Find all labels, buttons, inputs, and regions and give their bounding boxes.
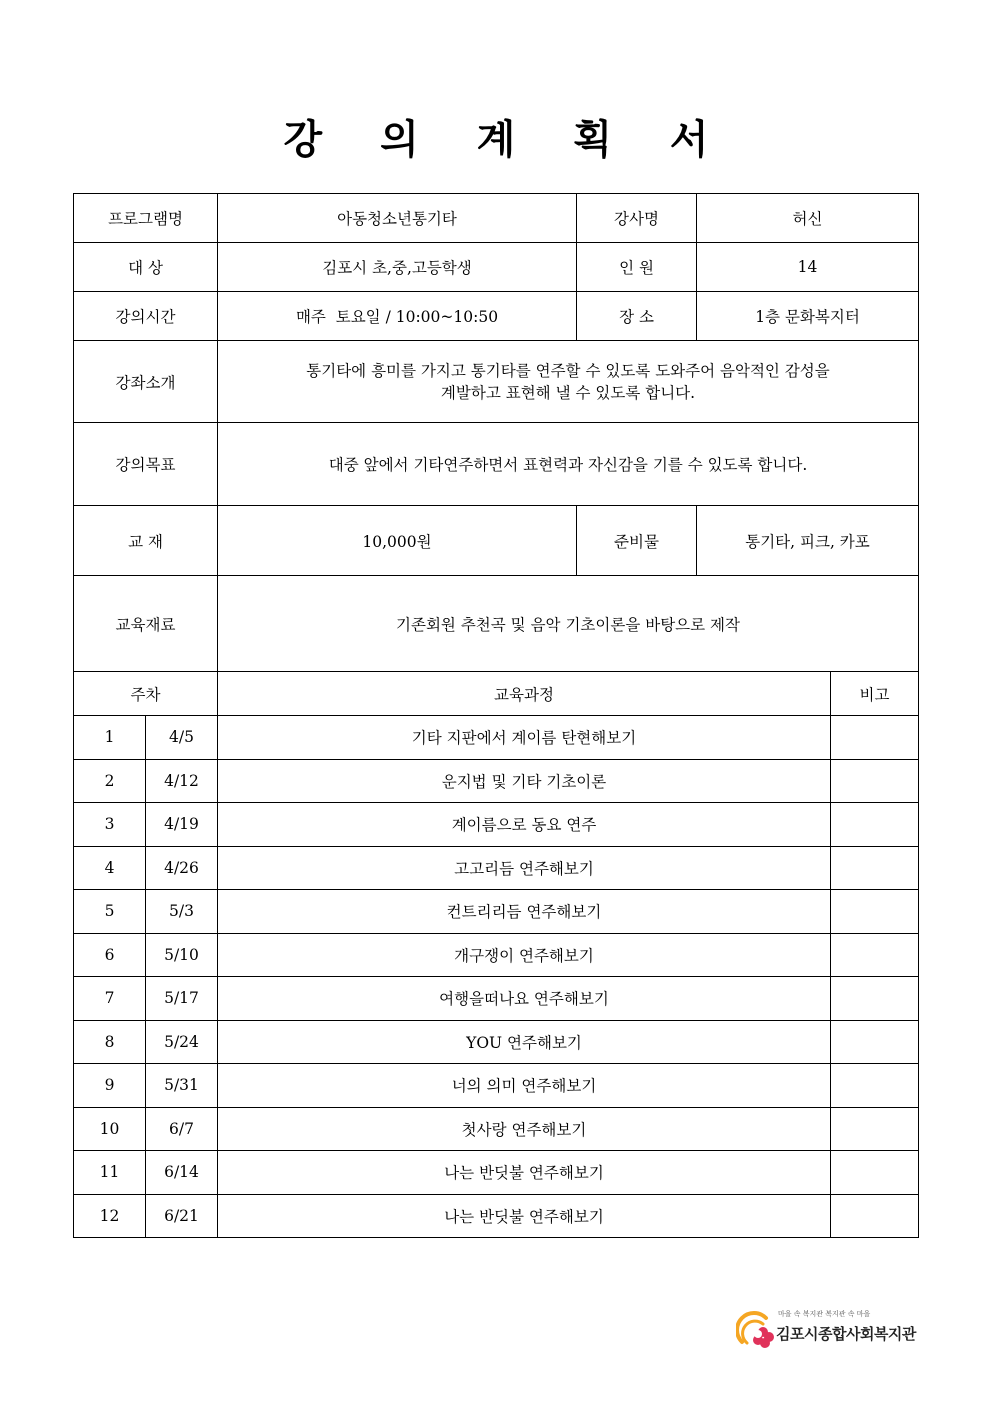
goal-value: 대중 앞에서 기타연주하면서 표현력과 자신감을 기를 수 있도록 합니다. xyxy=(218,423,919,506)
note-cell xyxy=(831,1151,919,1195)
logo-emblem-icon xyxy=(736,1310,778,1352)
course-cell: 여행을떠나요 연주해보기 xyxy=(218,977,831,1021)
note-cell xyxy=(831,1194,919,1238)
note-cell xyxy=(831,716,919,760)
date-cell: 6/14 xyxy=(146,1151,218,1195)
week-number-cell: 7 xyxy=(74,977,146,1021)
note-cell xyxy=(831,1064,919,1108)
material-value: 기존회원 추천곡 및 음악 기초이론을 바탕으로 제작 xyxy=(218,576,919,672)
week-number-cell: 11 xyxy=(74,1151,146,1195)
course-cell: 고고리듬 연주해보기 xyxy=(218,846,831,890)
note-cell xyxy=(831,890,919,934)
document-title: 강 의 계 획 서 xyxy=(283,117,731,163)
schedule-row xyxy=(74,803,919,847)
course-cell: 개구쟁이 연주해보기 xyxy=(218,933,831,977)
intro-line-2: 계발하고 표현해 낼 수 있도록 합니다. xyxy=(440,383,696,402)
note-cell xyxy=(831,933,919,977)
place-label: 장 소 xyxy=(577,292,697,341)
schedule-row xyxy=(74,977,919,1021)
week-number-cell: 5 xyxy=(74,890,146,934)
time-value: 매주 토요일 / 10:00~10:50 xyxy=(218,292,577,341)
program-row xyxy=(74,194,919,243)
course-cell: 계이름으로 동요 연주 xyxy=(218,803,831,847)
goal-row xyxy=(74,423,919,506)
date-cell: 5/10 xyxy=(146,933,218,977)
course-cell: 기타 지판에서 계이름 탄현해보기 xyxy=(218,716,831,760)
schedule-row xyxy=(74,759,919,803)
course-cell: 나는 반딧불 연주해보기 xyxy=(218,1151,831,1195)
material-label: 교육재료 xyxy=(74,576,218,672)
material-row xyxy=(74,576,919,672)
week-number-cell: 2 xyxy=(74,759,146,803)
schedule-header-row xyxy=(74,672,919,716)
logo-name: 김포시종합사회복지관 xyxy=(776,1325,916,1343)
week-number-cell: 8 xyxy=(74,1020,146,1064)
week-header: 주차 xyxy=(74,672,218,716)
schedule-row xyxy=(74,1064,919,1108)
date-cell: 6/21 xyxy=(146,1194,218,1238)
note-header: 비고 xyxy=(831,672,919,716)
course-cell: 운지법 및 기타 기초이론 xyxy=(218,759,831,803)
week-number-cell: 4 xyxy=(74,846,146,890)
week-number-cell: 10 xyxy=(74,1107,146,1151)
week-number-cell: 3 xyxy=(74,803,146,847)
welfare-center-logo xyxy=(736,1308,926,1354)
time-row xyxy=(74,292,919,341)
note-cell xyxy=(831,1107,919,1151)
note-cell xyxy=(831,977,919,1021)
date-cell: 4/26 xyxy=(146,846,218,890)
week-number-cell: 9 xyxy=(74,1064,146,1108)
date-cell: 5/24 xyxy=(146,1020,218,1064)
schedule-row xyxy=(74,1194,919,1238)
schedule-body xyxy=(74,716,919,1238)
schedule-row xyxy=(74,716,919,760)
course-header: 교육과정 xyxy=(218,672,831,716)
place-value: 1층 문화복지터 xyxy=(697,292,919,341)
headcount-value: 14 xyxy=(697,243,919,292)
instructor-value: 허신 xyxy=(697,194,919,243)
date-cell: 6/7 xyxy=(146,1107,218,1151)
goal-label: 강의목표 xyxy=(74,423,218,506)
schedule-row xyxy=(74,890,919,934)
instructor-label: 강사명 xyxy=(577,194,697,243)
schedule-row xyxy=(74,1107,919,1151)
target-value: 김포시 초,중,고등학생 xyxy=(218,243,577,292)
week-number-cell: 6 xyxy=(74,933,146,977)
note-cell xyxy=(831,1020,919,1064)
intro-line-1: 통기타에 흥미를 가지고 통기타를 연주할 수 있도록 도와주어 음악적인 감성을 xyxy=(306,361,830,380)
date-cell: 4/19 xyxy=(146,803,218,847)
course-cell: 너의 의미 연주해보기 xyxy=(218,1064,831,1108)
schedule-row xyxy=(74,933,919,977)
program-label: 프로그램명 xyxy=(74,194,218,243)
logo-tagline: 마을 속 복지관 복지관 속 마을 xyxy=(778,1310,871,1318)
note-cell xyxy=(831,759,919,803)
schedule-row xyxy=(74,846,919,890)
note-cell xyxy=(831,803,919,847)
target-label: 대 상 xyxy=(74,243,218,292)
lecture-plan-table xyxy=(73,193,919,1238)
course-cell: YOU 연주해보기 xyxy=(218,1020,831,1064)
supplies-label: 준비물 xyxy=(577,506,697,576)
time-label: 강의시간 xyxy=(74,292,218,341)
date-cell: 5/3 xyxy=(146,890,218,934)
course-cell: 나는 반딧불 연주해보기 xyxy=(218,1194,831,1238)
week-number-cell: 1 xyxy=(74,716,146,760)
headcount-label: 인 원 xyxy=(577,243,697,292)
textbook-row xyxy=(74,506,919,576)
intro-label: 강좌소개 xyxy=(74,341,218,423)
textbook-value: 10,000원 xyxy=(218,506,577,576)
course-cell: 첫사랑 연주해보기 xyxy=(218,1107,831,1151)
schedule-row xyxy=(74,1020,919,1064)
intro-row xyxy=(74,341,919,423)
target-row xyxy=(74,243,919,292)
date-cell: 4/12 xyxy=(146,759,218,803)
intro-value xyxy=(218,341,919,423)
supplies-value: 통기타, 피크, 카포 xyxy=(697,506,919,576)
date-cell: 5/17 xyxy=(146,977,218,1021)
week-number-cell: 12 xyxy=(74,1194,146,1238)
note-cell xyxy=(831,846,919,890)
course-cell: 컨트리리듬 연주해보기 xyxy=(218,890,831,934)
schedule-row xyxy=(74,1151,919,1195)
textbook-label: 교 재 xyxy=(74,506,218,576)
program-value: 아동청소년통기타 xyxy=(218,194,577,243)
date-cell: 5/31 xyxy=(146,1064,218,1108)
date-cell: 4/5 xyxy=(146,716,218,760)
